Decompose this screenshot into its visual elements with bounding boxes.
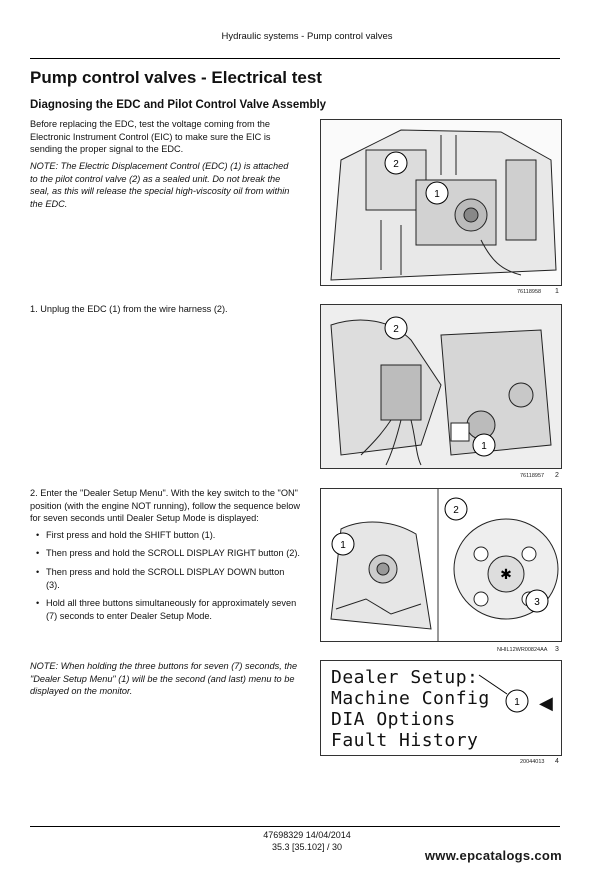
figure-1-illustration — [321, 120, 561, 285]
figure-4-overlay — [321, 661, 561, 755]
figure-1-valve-photo — [320, 119, 562, 286]
figure-2-illustration — [321, 305, 561, 468]
footer-rule — [30, 826, 560, 827]
bullet-scroll-down: • Then press and hold the SCROLL DISPLAY DOWN button (3). — [30, 566, 300, 591]
note-edc-text: NOTE: The Electric Displacement Control (EDC) (1) is attached to the pilot control valve (2) as a sealed unit. Do not break the seal, as this will release the special high-viscosity oil from within the EDC. — [30, 161, 290, 209]
note-edc — [30, 160, 298, 210]
lcd-line-machine-config: Machine Config — [331, 688, 490, 709]
page-title: Pump control valves - Electrical test — [30, 68, 322, 87]
svg-text:✱: ✱ — [500, 566, 512, 582]
figure-3-armrest-controls — [320, 488, 562, 642]
figure-3-code: NHIL12WR00824AA — [497, 647, 548, 653]
figure-3-callout-1: 1 — [340, 540, 346, 551]
figure-4-code: 20044013 — [520, 759, 545, 765]
footer-doc-id: 47698329 14/04/2014 — [263, 830, 351, 840]
figure-1-code: 76118958 — [517, 289, 542, 295]
bullet-scroll-right: • Then press and hold the SCROLL DISPLAY RIGHT button (2). — [30, 547, 300, 560]
section-title: Diagnosing the EDC and Pilot Control Valve Assembly — [30, 99, 327, 111]
lcd-line-dealer-setup: Dealer Setup: — [331, 667, 479, 688]
note-dealer-menu-text: NOTE: When holding the three buttons for seven (7) seconds, the "Dealer Setup Menu" (1) will be the second (and last) menu to be displayed on the monitor. — [30, 661, 298, 697]
figure-2-callout-2: 2 — [393, 324, 399, 335]
figure-2-number: 2 — [555, 472, 559, 479]
footer-page-number: 35.3 [35.102] / 30 — [271, 842, 343, 852]
step-1: 1. Unplug the EDC (1) from the wire harness (2). — [30, 304, 228, 314]
bullet-hold-all: • Hold all three buttons simultaneously for approximately seven (7) seconds to enter Dealer Setup Mode. — [30, 597, 300, 622]
figure-4-number: 4 — [555, 758, 559, 765]
lcd-line-dia-options: DIA Options — [331, 709, 456, 730]
figure-3-illustration — [321, 489, 561, 641]
figure-2-callout-1: 1 — [481, 441, 487, 452]
figure-4-dealer-setup-display — [320, 660, 562, 756]
selector-arrow-icon: ◀ — [539, 693, 553, 713]
running-head: Hydraulic systems - Pump control valves — [221, 31, 393, 42]
figure-3-callout-2: 2 — [453, 505, 459, 516]
figure-4-callout-1: 1 — [514, 697, 520, 708]
lcd-line-fault-history: Fault History — [331, 730, 479, 751]
figure-1-number: 1 — [555, 288, 559, 295]
figure-3-number: 3 — [555, 646, 559, 653]
step-2: 2. Enter the "Dealer Setup Menu". With the key switch to the "ON" position (with the engine NOT running), follow the sequence below for seven seconds until Dealer Setup Mode is displayed: — [30, 488, 300, 524]
note-dealer-menu — [30, 660, 298, 698]
header-rule — [30, 58, 560, 59]
figure-2-harness-photo — [320, 304, 562, 469]
intro-paragraph: Before replacing the EDC, test the voltage coming from the Electronic Instrument Control (EIC) to make sure the EIC is sending the proper signal to the EDC. — [30, 119, 271, 155]
bullet-shift: • First press and hold the SHIFT button (1). — [30, 529, 300, 542]
figure-1-callout-1: 1 — [434, 189, 440, 200]
figure-1-callout-2: 2 — [393, 159, 399, 170]
figure-2-code: 76118957 — [520, 473, 545, 479]
step-2-block — [30, 487, 300, 628]
figure-3-callout-3: 3 — [534, 597, 540, 608]
watermark: www.epcatalogs.com — [424, 848, 562, 863]
